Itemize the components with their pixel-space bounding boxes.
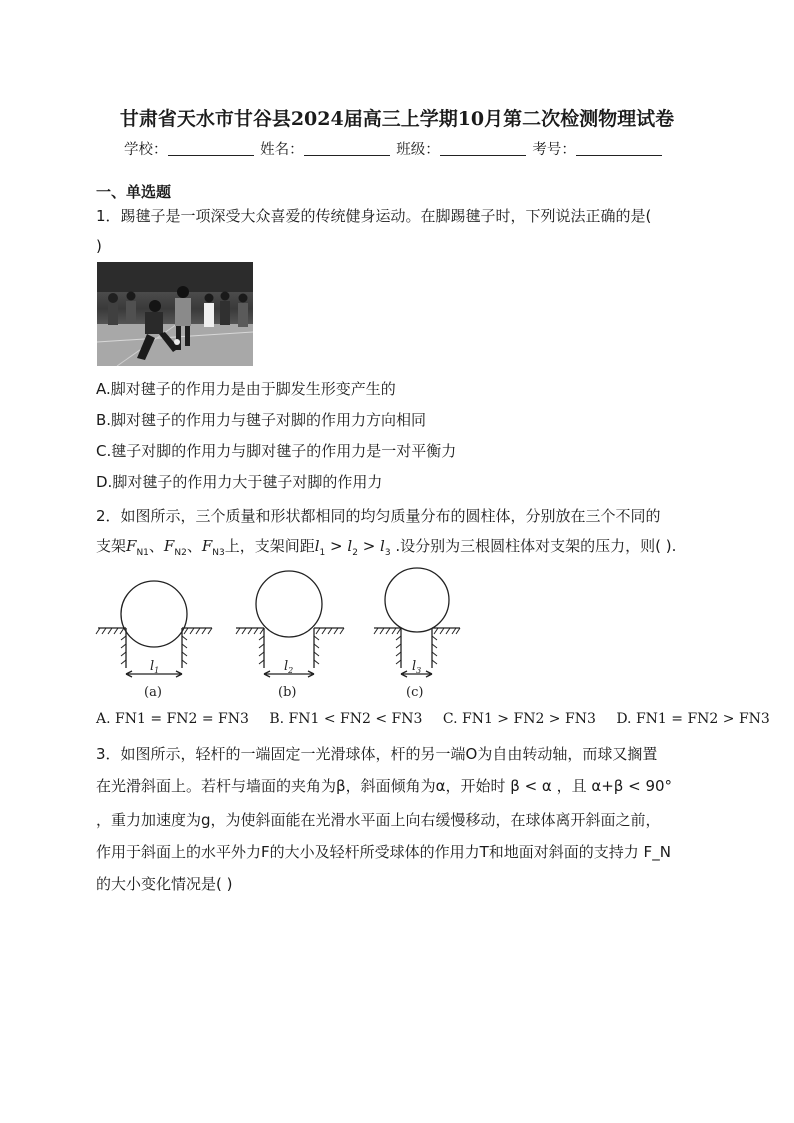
name-blank: [304, 141, 390, 156]
page-title: 甘肃省天水市甘谷县2024届高三上学期10月第二次检测物理试卷: [119, 108, 675, 130]
q2-stem-line1: 2．如图所示，三个质量和形状都相同的均匀质量分布的圆柱体，分别放在三个不同的: [96, 507, 661, 525]
q1-option-a: A.脚对毽子的作用力是由于脚发生形变产生的: [96, 380, 396, 398]
number-blank: [576, 141, 662, 156]
q1-stem-line2: ): [96, 237, 102, 255]
fig-label-a: (a): [144, 685, 162, 700]
q2-option-a: A. FN1 = FN2 = FN3: [96, 711, 249, 727]
class-label: 班级：: [396, 142, 440, 158]
q1-stem-line1: 1．踢毽子是一项深受大众喜爱的传统健身运动。在脚踢毽子时，下列说法正确的是(: [96, 207, 652, 225]
class-blank: [440, 141, 526, 156]
q2-option-d: D. FN1 = FN2 > FN3: [616, 711, 770, 727]
dim-label-l2: $l_2$: [284, 659, 294, 675]
dim-label-l1: $l_1$: [150, 659, 160, 675]
q1-option-d: D.脚对毽子的作用力大于毽子对脚的作用力: [96, 473, 383, 491]
q1-option-c: C.毽子对脚的作用力与脚对毽子的作用力是一对平衡力: [96, 442, 457, 460]
q2-options: [96, 711, 786, 727]
q3-stem-line2: 在光滑斜面上。若杆与墙面的夹角为β，斜面倾角为α，开始时 β < α ，且 α+β < 90°: [96, 777, 673, 795]
q3-stem-line4: 作用于斜面上的水平外力F的大小及轻杆所受球体的作用力T和地面对斜面的支持力 F_N: [96, 843, 671, 861]
fig-label-b: (b): [278, 685, 297, 700]
school-blank: [168, 141, 254, 156]
q3-stem-line3: ，重力加速度为g，为使斜面能在光滑水平面上向右缓慢移动，在球体离开斜面之前，: [96, 811, 661, 829]
dim-label-l3: $l_3$: [412, 659, 422, 675]
q2-stem-line2: 支架$F_{N1}$、$F_{N2}$、$F_{N3}$上，支架间距$l_1 > l_2 > l_3$ .设分别为三根圆柱体对支架的压力，则( ).: [96, 537, 677, 558]
q3-stem-line1: 3．如图所示，轻杆的一端固定一光滑球体，杆的另一端O为自由转动轴，而球又搁置: [96, 745, 658, 763]
name-label: 姓名：: [260, 142, 304, 158]
q2-option-c: C. FN1 > FN2 > FN3: [442, 711, 596, 727]
q2-option-b: B. FN1 < FN2 < FN3: [269, 711, 423, 727]
q1-option-b: B.脚对毽子的作用力与毽子对脚的作用力方向相同: [96, 411, 427, 429]
shuttlecock-kicking-photo: [97, 262, 253, 366]
q2-cylinder-support-figure: [94, 566, 474, 706]
q3-stem-line5: 的大小变化情况是( ): [96, 875, 233, 893]
school-label: 学校：: [124, 142, 168, 158]
fig-label-c: (c): [406, 685, 424, 700]
student-info-line: [124, 138, 684, 159]
section-heading: 一、单选题: [96, 183, 172, 201]
number-label: 考号：: [532, 142, 576, 158]
